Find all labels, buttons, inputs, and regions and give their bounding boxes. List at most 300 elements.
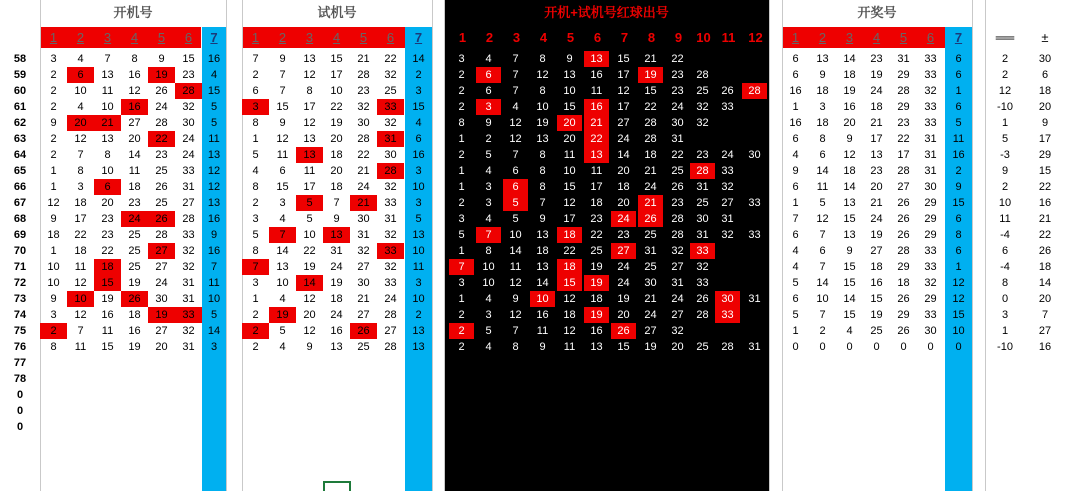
kaiji-cell[interactable]: 2	[50, 85, 57, 97]
sum-cell[interactable]: 7	[1041, 309, 1049, 321]
kaiji-cell[interactable]: 12	[74, 309, 87, 321]
combined-cell[interactable]: 1	[458, 245, 465, 257]
kaiji-cell[interactable]: 14	[207, 325, 221, 337]
kaijiang-cell[interactable]: 15	[952, 197, 965, 209]
diff-cell[interactable]: 2	[1001, 53, 1009, 65]
combined-cell[interactable]: 28	[671, 229, 684, 241]
kaijiang-cell[interactable]: 24	[870, 85, 883, 97]
shiji-cell[interactable]: 2	[242, 323, 269, 339]
kaijiang-cell[interactable]: 4	[792, 149, 799, 161]
kaijiang-cell[interactable]: 0	[927, 341, 934, 353]
shiji-cell[interactable]: 1	[252, 133, 259, 145]
sum-cell[interactable]: 26	[1038, 245, 1052, 257]
diff-cell[interactable]: 1	[1001, 325, 1009, 337]
shiji-cell[interactable]: 10	[412, 245, 425, 257]
combined-cell[interactable]: 9	[566, 53, 573, 65]
kaiji-cell[interactable]: 13	[101, 69, 114, 81]
combined-cell[interactable]: 22	[590, 229, 603, 241]
combined-cell[interactable]: 4	[485, 53, 492, 65]
kaiji-cell[interactable]: 8	[77, 165, 84, 177]
kaijiang-cell[interactable]: 21	[870, 117, 883, 129]
kaijiang-cell[interactable]: 29	[897, 69, 910, 81]
combined-cell[interactable]: 4	[485, 165, 492, 177]
combined-cell[interactable]: 17	[563, 213, 576, 225]
kaiji-cell[interactable]: 10	[207, 293, 221, 305]
kaijiang-cell[interactable]: 31	[924, 149, 937, 161]
row-number[interactable]: 76	[13, 341, 27, 353]
combined-cell[interactable]: 12	[563, 325, 576, 337]
shiji-cell[interactable]: 2	[415, 309, 422, 321]
kaijiang-col-header[interactable]: 7	[954, 30, 963, 45]
kaijiang-cell[interactable]: 17	[870, 133, 883, 145]
kaijiang-cell[interactable]: 26	[897, 229, 910, 241]
combined-cell[interactable]: 28	[696, 69, 709, 81]
combined-cell[interactable]: 23	[696, 149, 709, 161]
kaijiang-col-header[interactable]: 1	[791, 30, 800, 45]
selected-cell[interactable]	[323, 481, 351, 491]
kaijiang-col-header[interactable]: 2	[818, 30, 827, 45]
combined-cell[interactable]: 12	[509, 133, 522, 145]
kaiji-cell[interactable]: 1	[50, 165, 57, 177]
combined-cell[interactable]: 27	[644, 325, 657, 337]
shiji-cell[interactable]: 9	[333, 213, 340, 225]
combined-cell[interactable]: 6	[485, 85, 492, 97]
combined-cell[interactable]: 4	[485, 293, 492, 305]
combined-cell[interactable]: 31	[748, 293, 761, 305]
combined-cell[interactable]: 27	[617, 117, 630, 129]
sum-cell[interactable]: 22	[1038, 181, 1052, 193]
combined-cell[interactable]: 24	[611, 211, 636, 227]
diff-cell[interactable]: 11	[999, 213, 1011, 225]
kaijiang-cell[interactable]: 14	[843, 181, 856, 193]
kaiji-cell[interactable]: 8	[131, 53, 138, 65]
kaiji-cell[interactable]: 33	[175, 307, 202, 323]
sum-cell[interactable]: 14	[1038, 277, 1052, 289]
combined-cell[interactable]: 14	[509, 245, 522, 257]
kaijiang-cell[interactable]: 21	[870, 197, 883, 209]
combined-cell[interactable]: 16	[584, 99, 609, 115]
kaijiang-cell[interactable]: 5	[792, 309, 799, 321]
kaiji-cell[interactable]: 24	[155, 277, 168, 289]
kaijiang-cell[interactable]: 18	[897, 277, 910, 289]
combined-cell[interactable]: 8	[539, 181, 546, 193]
combined-cell[interactable]: 30	[748, 149, 761, 161]
shiji-cell[interactable]: 4	[279, 213, 286, 225]
combined-cell[interactable]: 25	[671, 165, 684, 177]
shiji-cell[interactable]: 13	[303, 53, 316, 65]
kaiji-cell[interactable]: 28	[175, 83, 202, 99]
combined-cell[interactable]: 20	[617, 309, 630, 321]
row-number[interactable]: 60	[13, 85, 27, 97]
combined-cell[interactable]: 5	[458, 229, 465, 241]
row-number[interactable]: 68	[13, 213, 27, 225]
kaijiang-cell[interactable]: 14	[816, 277, 829, 289]
kaiji-cell[interactable]: 33	[182, 165, 195, 177]
kaiji-cell[interactable]: 9	[158, 53, 165, 65]
combined-cell[interactable]: 10	[482, 261, 495, 273]
row-number[interactable]: 77	[13, 357, 27, 369]
combined-cell[interactable]: 13	[584, 51, 609, 67]
kaijiang-cell[interactable]: 11	[952, 133, 965, 145]
combined-cell[interactable]: 10	[530, 291, 555, 307]
kaiji-cell[interactable]: 32	[182, 245, 195, 257]
combined-cell[interactable]: 2	[458, 309, 465, 321]
diff-cell[interactable]: 9	[1001, 165, 1009, 177]
kaiji-cell[interactable]: 12	[47, 197, 60, 209]
kaijiang-cell[interactable]: 0	[792, 341, 799, 353]
kaijiang-cell[interactable]: 14	[816, 165, 829, 177]
kaiji-cell[interactable]: 2	[50, 69, 57, 81]
combined-cell[interactable]: 18	[536, 245, 549, 257]
kaiji-cell[interactable]: 13	[101, 133, 114, 145]
kaijiang-cell[interactable]: 12	[952, 277, 965, 289]
shiji-cell[interactable]: 21	[357, 53, 370, 65]
shiji-cell[interactable]: 16	[330, 325, 343, 337]
combined-cell[interactable]: 11	[509, 261, 522, 273]
shiji-cell[interactable]: 25	[357, 341, 370, 353]
combined-cell[interactable]: 20	[557, 115, 582, 131]
combined-col-header[interactable]: 5	[566, 30, 575, 45]
kaijiang-cell[interactable]: 6	[792, 53, 799, 65]
kaiji-cell[interactable]: 12	[207, 181, 221, 193]
combined-cell[interactable]: 21	[584, 115, 609, 131]
combined-cell[interactable]: 23	[617, 229, 630, 241]
shiji-cell[interactable]: 21	[350, 195, 377, 211]
combined-cell[interactable]: 18	[557, 227, 582, 243]
row-number[interactable]: 59	[13, 69, 27, 81]
row-number[interactable]: 0	[16, 405, 24, 417]
combined-cell[interactable]: 20	[563, 133, 576, 145]
combined-cell[interactable]: 8	[539, 53, 546, 65]
kaijiang-cell[interactable]: 31	[897, 53, 910, 65]
combined-col-header[interactable]: 9	[674, 30, 683, 45]
kaiji-cell[interactable]: 19	[128, 341, 141, 353]
kaijiang-cell[interactable]: 15	[952, 309, 965, 321]
kaijiang-cell[interactable]: 6	[955, 69, 962, 81]
shiji-cell[interactable]: 22	[384, 53, 397, 65]
shiji-cell[interactable]: 24	[357, 181, 370, 193]
kaiji-cell[interactable]: 4	[210, 69, 218, 81]
kaiji-cell[interactable]: 25	[128, 261, 141, 273]
combined-cell[interactable]: 22	[563, 245, 576, 257]
shiji-cell[interactable]: 5	[296, 195, 323, 211]
kaiji-cell[interactable]: 11	[208, 277, 220, 289]
shiji-cell[interactable]: 28	[357, 133, 370, 145]
shiji-cell[interactable]: 15	[276, 101, 289, 113]
shiji-cell[interactable]: 11	[303, 165, 316, 177]
kaiji-cell[interactable]: 18	[47, 229, 60, 241]
kaiji-cell[interactable]: 11	[74, 341, 87, 353]
combined-cell[interactable]: 28	[644, 117, 657, 129]
shiji-cell[interactable]: 20	[330, 165, 343, 177]
combined-cell[interactable]: 2	[485, 133, 492, 145]
kaijiang-cell[interactable]: 7	[819, 261, 826, 273]
combined-cell[interactable]: 30	[715, 291, 740, 307]
combined-cell[interactable]: 18	[590, 197, 603, 209]
shiji-cell[interactable]: 6	[415, 133, 422, 145]
shiji-cell[interactable]: 32	[357, 101, 370, 113]
kaiji-cell[interactable]: 10	[67, 291, 94, 307]
kaijiang-cell[interactable]: 6	[819, 245, 826, 257]
kaiji-col-header[interactable]: 1	[49, 30, 58, 45]
combined-cell[interactable]: 18	[590, 293, 603, 305]
shiji-cell[interactable]: 22	[303, 245, 316, 257]
shiji-cell[interactable]: 28	[384, 341, 397, 353]
shiji-col-header[interactable]: 4	[332, 30, 341, 45]
kaiji-cell[interactable]: 25	[128, 229, 141, 241]
combined-cell[interactable]: 28	[644, 133, 657, 145]
combined-cell[interactable]: 12	[617, 85, 630, 97]
kaijiang-cell[interactable]: 6	[792, 293, 799, 305]
kaijiang-cell[interactable]: 1	[792, 325, 799, 337]
combined-cell[interactable]: 4	[512, 101, 519, 113]
kaijiang-cell[interactable]: 6	[955, 53, 962, 65]
kaiji-cell[interactable]: 30	[182, 117, 195, 129]
shiji-cell[interactable]: 5	[415, 213, 422, 225]
shiji-cell[interactable]: 20	[330, 133, 343, 145]
kaiji-cell[interactable]: 8	[104, 149, 111, 161]
combined-cell[interactable]: 24	[617, 261, 630, 273]
sum-cell[interactable]: 16	[1038, 341, 1052, 353]
kaijiang-cell[interactable]: 7	[792, 213, 799, 225]
kaijiang-cell[interactable]: 14	[843, 53, 856, 65]
combined-cell[interactable]: 18	[563, 309, 576, 321]
row-number[interactable]: 65	[13, 165, 27, 177]
kaijiang-cell[interactable]: 23	[870, 53, 883, 65]
kaiji-col-header[interactable]: 5	[157, 30, 166, 45]
kaijiang-cell[interactable]: 9	[819, 69, 826, 81]
kaiji-cell[interactable]: 18	[94, 259, 121, 275]
combined-cell[interactable]: 19	[584, 307, 609, 323]
combined-cell[interactable]: 26	[611, 323, 636, 339]
kaijiang-col-header[interactable]: 6	[926, 30, 935, 45]
combined-cell[interactable]: 24	[617, 277, 630, 289]
kaijiang-cell[interactable]: 13	[870, 149, 883, 161]
shiji-cell[interactable]: 7	[279, 85, 286, 97]
combined-cell[interactable]: 33	[696, 277, 709, 289]
kaiji-cell[interactable]: 15	[101, 341, 114, 353]
combined-cell[interactable]: 5	[503, 195, 528, 211]
kaijiang-cell[interactable]: 26	[897, 293, 910, 305]
kaiji-cell[interactable]: 6	[94, 179, 121, 195]
kaijiang-cell[interactable]: 1	[955, 261, 962, 273]
combined-cell[interactable]: 15	[557, 275, 582, 291]
kaijiang-cell[interactable]: 15	[843, 261, 856, 273]
kaiji-cell[interactable]: 26	[155, 181, 168, 193]
combined-cell[interactable]: 31	[748, 341, 761, 353]
kaijiang-cell[interactable]: 30	[924, 181, 937, 193]
shiji-cell[interactable]: 30	[384, 149, 397, 161]
shiji-cell[interactable]: 10	[330, 85, 343, 97]
shiji-cell[interactable]: 9	[279, 117, 286, 129]
combined-cell[interactable]: 15	[644, 85, 657, 97]
combined-col-header[interactable]: 11	[721, 30, 736, 45]
combined-cell[interactable]: 26	[671, 181, 684, 193]
kaiji-cell[interactable]: 20	[155, 341, 168, 353]
kaiji-cell[interactable]: 31	[182, 277, 195, 289]
shiji-cell[interactable]: 7	[252, 53, 259, 65]
kaijiang-cell[interactable]: 6	[792, 181, 799, 193]
shiji-cell[interactable]: 5	[279, 325, 286, 337]
shiji-cell[interactable]: 32	[384, 261, 397, 273]
combined-cell[interactable]: 28	[690, 163, 715, 179]
sum-cell[interactable]: 15	[1038, 165, 1052, 177]
shiji-cell[interactable]: 28	[357, 69, 370, 81]
combined-cell[interactable]: 7	[512, 85, 519, 97]
kaiji-cell[interactable]: 20	[67, 115, 94, 131]
kaijiang-col-header[interactable]: 4	[872, 30, 881, 45]
kaiji-cell[interactable]: 24	[182, 149, 195, 161]
diff-cell[interactable]: 6	[1001, 245, 1009, 257]
kaiji-cell[interactable]: 2	[50, 101, 57, 113]
shiji-cell[interactable]: 24	[384, 293, 397, 305]
kaiji-cell[interactable]: 11	[101, 85, 114, 97]
kaijiang-cell[interactable]: 4	[846, 325, 853, 337]
kaiji-cell[interactable]: 10	[74, 85, 87, 97]
kaiji-cell[interactable]: 24	[155, 101, 168, 113]
sum-cell[interactable]: 27	[1038, 325, 1052, 337]
kaijiang-cell[interactable]: 16	[789, 117, 802, 129]
kaiji-cell[interactable]: 3	[50, 309, 57, 321]
diff-cell[interactable]: 0	[1001, 293, 1009, 305]
shiji-cell[interactable]: 13	[412, 325, 425, 337]
kaiji-cell[interactable]: 23	[128, 197, 141, 209]
combined-cell[interactable]: 28	[721, 341, 734, 353]
shiji-cell[interactable]: 6	[279, 165, 286, 177]
diff-cell[interactable]: -10	[997, 101, 1013, 113]
kaiji-cell[interactable]: 4	[77, 53, 84, 65]
combined-cell[interactable]: 31	[671, 277, 684, 289]
kaiji-cell[interactable]: 28	[182, 213, 195, 225]
kaijiang-cell[interactable]: 7	[819, 229, 826, 241]
diff-cell[interactable]: 12	[998, 85, 1012, 97]
kaijiang-cell[interactable]: 18	[870, 101, 883, 113]
kaiji-cell[interactable]: 16	[207, 213, 221, 225]
kaijiang-cell[interactable]: 15	[843, 277, 856, 289]
kaijiang-cell[interactable]: 28	[897, 245, 910, 257]
diff-cell[interactable]: 10	[998, 197, 1012, 209]
kaijiang-cell[interactable]: 13	[843, 229, 856, 241]
combined-cell[interactable]: 19	[536, 117, 549, 129]
combined-cell[interactable]: 23	[590, 213, 603, 225]
kaiji-cell[interactable]: 13	[207, 197, 221, 209]
shiji-cell[interactable]: 32	[384, 117, 397, 129]
kaijiang-cell[interactable]: 12	[816, 213, 829, 225]
kaijiang-cell[interactable]: 7	[819, 309, 826, 321]
combined-cell[interactable]: 27	[611, 243, 636, 259]
row-number[interactable]: 0	[16, 389, 24, 401]
shiji-cell[interactable]: 7	[333, 197, 340, 209]
kaiji-cell[interactable]: 26	[148, 211, 175, 227]
combined-cell[interactable]: 31	[721, 213, 734, 225]
kaijiang-cell[interactable]: 0	[955, 341, 962, 353]
kaijiang-cell[interactable]: 18	[870, 261, 883, 273]
combined-cell[interactable]: 8	[539, 85, 546, 97]
shiji-cell[interactable]: 8	[252, 117, 259, 129]
shiji-cell[interactable]: 3	[279, 197, 286, 209]
shiji-cell[interactable]: 3	[415, 165, 422, 177]
shiji-cell[interactable]: 27	[357, 261, 370, 273]
kaijiang-cell[interactable]: 15	[843, 309, 856, 321]
combined-cell[interactable]: 14	[617, 149, 630, 161]
combined-cell[interactable]: 3	[485, 181, 492, 193]
diff-cell[interactable]: 3	[1001, 309, 1009, 321]
combined-cell[interactable]: 5	[485, 325, 492, 337]
kaiji-cell[interactable]: 17	[74, 213, 87, 225]
shiji-cell[interactable]: 14	[412, 53, 425, 65]
combined-cell[interactable]: 10	[563, 85, 576, 97]
kaijiang-cell[interactable]: 5	[819, 197, 826, 209]
kaijiang-cell[interactable]: 12	[952, 293, 965, 305]
kaijiang-cell[interactable]: 1	[955, 85, 962, 97]
combined-cell[interactable]: 24	[671, 293, 684, 305]
kaijiang-cell[interactable]: 22	[897, 133, 910, 145]
shiji-cell[interactable]: 16	[412, 149, 425, 161]
shiji-col-header[interactable]: 7	[414, 30, 423, 45]
kaiji-cell[interactable]: 23	[155, 149, 168, 161]
kaiji-cell[interactable]: 12	[128, 85, 141, 97]
kaijiang-cell[interactable]: 19	[843, 85, 856, 97]
shiji-cell[interactable]: 7	[242, 259, 269, 275]
kaiji-cell[interactable]: 7	[210, 261, 218, 273]
shiji-cell[interactable]: 1	[252, 293, 259, 305]
combined-cell[interactable]: 24	[644, 181, 657, 193]
combined-cell[interactable]: 4	[485, 341, 492, 353]
shiji-cell[interactable]: 18	[330, 181, 343, 193]
combined-cell[interactable]: 33	[715, 307, 740, 323]
kaiji-cell[interactable]: 1	[50, 181, 57, 193]
kaiji-cell[interactable]: 25	[155, 197, 168, 209]
row-number[interactable]: 61	[13, 101, 27, 113]
shiji-cell[interactable]: 18	[330, 149, 343, 161]
kaiji-cell[interactable]: 32	[182, 261, 195, 273]
combined-cell[interactable]: 11	[536, 325, 549, 337]
combined-cell[interactable]: 13	[536, 261, 549, 273]
shiji-cell[interactable]: 4	[252, 165, 259, 177]
kaijiang-cell[interactable]: 16	[843, 101, 856, 113]
combined-cell[interactable]: 25	[696, 341, 709, 353]
kaiji-cell[interactable]: 16	[128, 325, 141, 337]
diff-cell[interactable]: -4	[1000, 229, 1010, 241]
kaiji-cell[interactable]: 20	[128, 133, 141, 145]
combined-cell[interactable]: 33	[721, 101, 734, 113]
shiji-cell[interactable]: 24	[330, 309, 343, 321]
kaiji-cell[interactable]: 12	[74, 133, 87, 145]
combined-cell[interactable]: 19	[590, 261, 603, 273]
combined-cell[interactable]: 25	[590, 245, 603, 257]
kaiji-cell[interactable]: 11	[208, 133, 220, 145]
combined-cell[interactable]: 33	[748, 197, 761, 209]
combined-cell[interactable]: 28	[671, 213, 684, 225]
kaiji-cell[interactable]: 3	[50, 53, 57, 65]
combined-cell[interactable]: 11	[563, 149, 576, 161]
shiji-cell[interactable]: 33	[377, 243, 404, 259]
kaijiang-cell[interactable]: 32	[924, 85, 937, 97]
row-number[interactable]: 66	[13, 181, 27, 193]
kaijiang-cell[interactable]: 2	[819, 325, 826, 337]
shiji-cell[interactable]: 6	[252, 85, 259, 97]
combined-cell[interactable]: 18	[644, 149, 657, 161]
shiji-cell[interactable]: 7	[279, 69, 286, 81]
combined-cell[interactable]: 8	[539, 149, 546, 161]
kaijiang-cell[interactable]: 18	[816, 117, 829, 129]
kaijiang-cell[interactable]: 19	[870, 309, 883, 321]
kaiji-cell[interactable]: 19	[148, 307, 175, 323]
shiji-cell[interactable]: 33	[384, 197, 397, 209]
kaijiang-cell[interactable]: 33	[924, 117, 937, 129]
shiji-cell[interactable]: 9	[306, 341, 313, 353]
row-number[interactable]: 71	[13, 261, 27, 273]
